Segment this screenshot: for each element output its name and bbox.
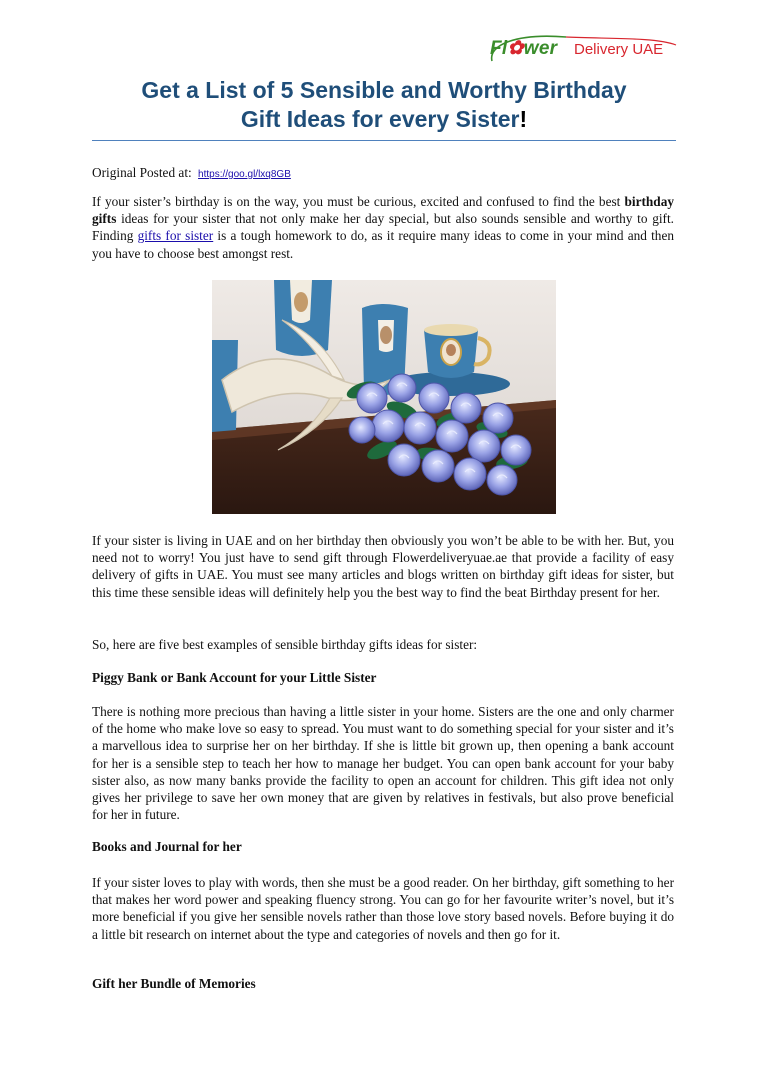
gifts-for-sister-link[interactable]: gifts for sister xyxy=(137,228,214,244)
logo-tagline: Delivery UAE xyxy=(574,41,664,58)
section-heading-piggy-bank: Piggy Bank or Bank Account for your Little Sister xyxy=(92,670,377,685)
piggy-bank-paragraph: There is nothing more precious than having a little sister in your home. Sisters are the one and only charmer of the home who make love so easy to spread. You must want to do something special for your sister and it’s a marvellous idea to surprise her on her birthday. If she is little bit grown up, then opening a bank account for her is a sensible step to teach her how to manage her budget. You can open bank account for your baby sister also, as now many banks provide the facility to open an account for children. This gift idea not only gives her privilege to save her own money that are given by relatives in festivals, but also prove beneficial for her in future. xyxy=(92,704,674,823)
section-heading-memories: Gift her Bundle of Memories xyxy=(92,976,256,991)
source-link[interactable]: https://goo.gl/lxq8GB xyxy=(198,169,291,180)
five-ideas-intro: So, here are five best examples of sensible birthday gifts ideas for sister: xyxy=(92,637,478,652)
intro-paragraph: If your sister’s birthday is on the way, you must be curious, excited and confused to find the best birthday gifts ideas for your sister that not only make her day special, but also sounds sensible and worthy to gift. Finding gifts for sister is a tough homework to do, as it require many ideas to come in your mind and then you have to choose best amongst rest. xyxy=(92,194,674,261)
bouquet-photo xyxy=(212,280,556,514)
posted-line xyxy=(92,164,291,183)
section-heading-books: Books and Journal for her xyxy=(92,839,242,854)
title-underline xyxy=(92,140,676,141)
books-paragraph: If your sister loves to play with words, then she must be a good reader. On her birthday, gift something to her that makes her word power and speaking fluency strong. You can go for her favourite writer’s novel, but it’s more beneficial if you give her sensible novels rather than those love story based novels. Before buying it do a little bit research on internet about the type and categories of novels and then go for it. xyxy=(92,875,674,942)
brand-logo[interactable] xyxy=(490,37,680,63)
logo-brand-text: Fl✿wer xyxy=(490,38,558,59)
page-title: Get a List of 5 Sensible and Worthy Birthday Gift Ideas for every Sister! xyxy=(141,77,627,132)
bouquet-image xyxy=(212,280,556,514)
uae-delivery-paragraph: If your sister is living in UAE and on her birthday then obviously you won’t be able to be with her. But, you need not to worry! You just have to send gift through Flowerdeliveryuae.ae that provide a facility of easy delivery of gifts in UAE. You must see many articles and blogs written on birthday gift ideas for sister, but this time these sensible ideas will definitely help you the best way to find the beat Birthday present for her. xyxy=(92,533,674,600)
logo-flower-icon: ✿ xyxy=(507,38,524,59)
birthday-gifts-bold: birthday gifts xyxy=(92,194,674,227)
posted-label: Original Posted at: xyxy=(92,165,192,180)
